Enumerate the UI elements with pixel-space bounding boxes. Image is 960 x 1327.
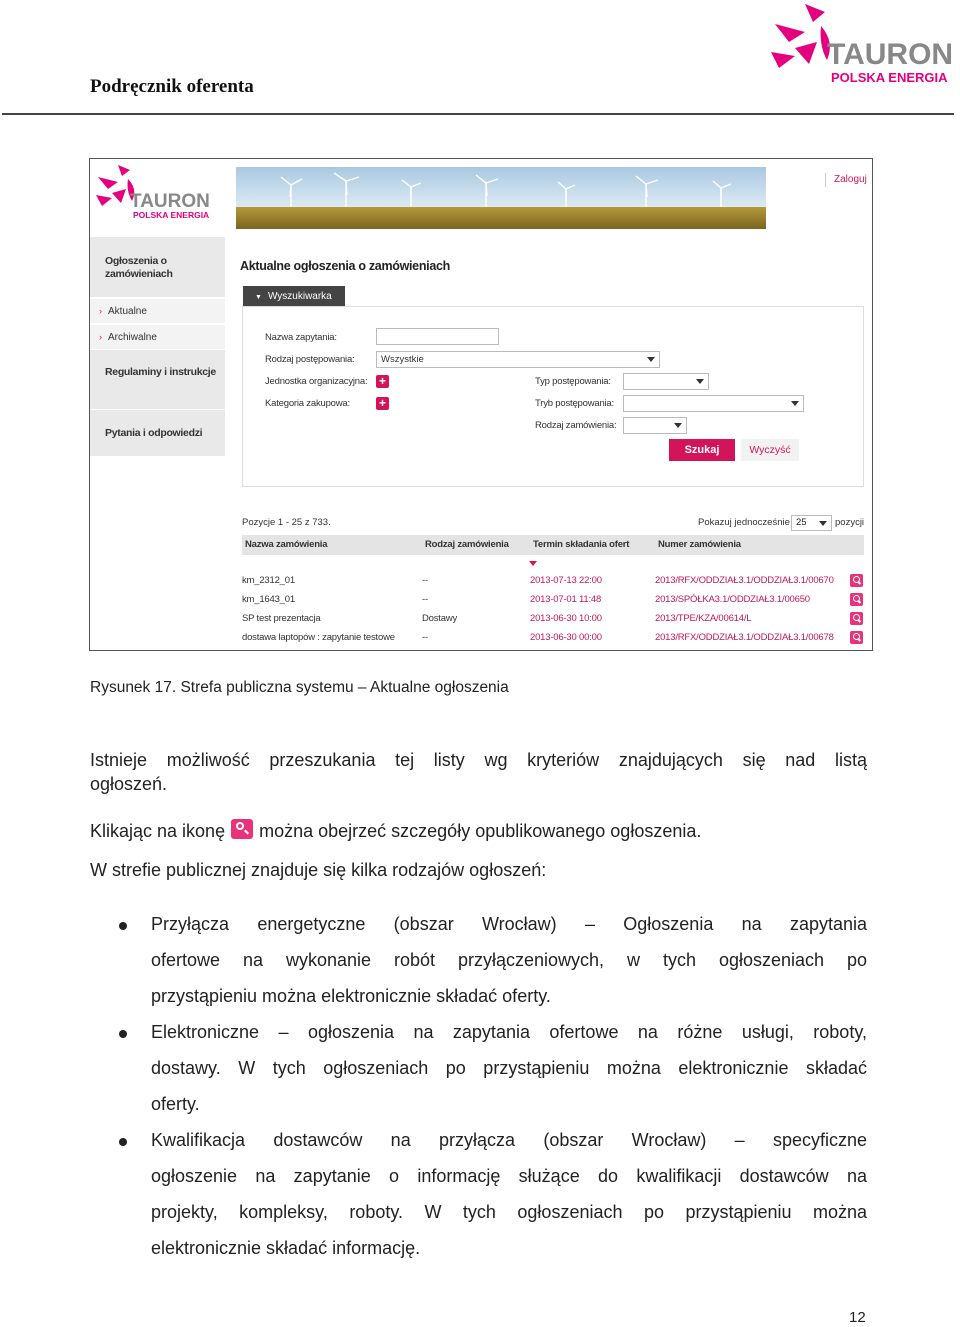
row-number: 2013/RFX/ODDZIAŁ3.1/ODDZIAŁ3.1/00678 <box>655 632 834 643</box>
bullet-line: elektronicznie składać informację. <box>151 1238 421 1258</box>
sort-indicator-icon <box>529 561 537 566</box>
proc-select-value: Wszystkie <box>381 354 424 365</box>
column-header[interactable]: Termin składania ofert <box>533 539 630 550</box>
column-header[interactable]: Nazwa zamówienia <box>245 539 328 550</box>
row-name: km_1643_01 <box>242 594 295 605</box>
bullet-icon <box>119 1030 127 1038</box>
bullet-line: projekty, kompleksy, roboty. W tych ogłoszeniach po przystąpieniu można <box>151 1202 867 1222</box>
bullet-line: przystąpieniu można elektronicznie składać oferty. <box>151 986 551 1006</box>
paragraph-line: ogłoszeń. <box>90 774 168 794</box>
positions-count: Pozycje 1 - 25 z 733. <box>242 517 331 528</box>
search-icon <box>231 819 253 839</box>
chevron-down-icon <box>819 521 827 526</box>
bullet-line: ofertowe na wykonanie robót przyłączeniowych, w tych ogłoszeniach po <box>151 950 867 970</box>
login-link[interactable]: Zaloguj <box>825 173 865 187</box>
sidebar-section-announcements[interactable]: Ogłoszenia o zamówieniach <box>90 237 225 297</box>
chevron-right-icon: › <box>99 306 102 316</box>
type-label: Typ postępowania: <box>535 376 611 387</box>
bullet-line: Przyłącza energetyczne (obszar Wrocław) – Ogłoszenia na zapytania <box>151 914 867 934</box>
row-deadline: 2013-06-30 10:00 <box>530 613 602 624</box>
category-label: Kategoria zakupowa: <box>265 398 350 409</box>
chevron-down-icon <box>791 401 799 406</box>
portal-screenshot <box>89 158 873 651</box>
sidebar-item-label: Archiwalne <box>108 332 157 343</box>
svg-text:TAURON: TAURON <box>130 191 210 212</box>
portal-logo <box>94 163 212 223</box>
svg-text:POLSKA ENERGIA: POLSKA ENERGIA <box>133 210 210 220</box>
search-tab[interactable] <box>243 286 345 307</box>
mode-select[interactable] <box>623 395 804 412</box>
search-icon[interactable] <box>850 612 863 625</box>
row-deadline: 2013-07-01 11:48 <box>530 594 602 605</box>
bullet-icon <box>119 922 127 930</box>
row-name: km_2312_01 <box>242 575 295 586</box>
sidebar-section-faq[interactable]: Pytania i odpowiedzi <box>90 410 225 456</box>
page-size-value: 25 <box>796 517 807 528</box>
page-size-select[interactable] <box>791 515 832 531</box>
row-kind: -- <box>422 632 428 643</box>
row-name: dostawa laptopów : zapytanie testowe <box>242 632 395 643</box>
proc-select[interactable] <box>376 351 660 368</box>
search-icon[interactable] <box>850 631 863 644</box>
row-deadline: 2013-07-13 22:00 <box>530 575 602 586</box>
row-name: SP test prezentacja <box>242 613 321 624</box>
wind-turbine-banner <box>236 167 766 229</box>
sidebar-item-current[interactable] <box>90 298 225 323</box>
search-tab-label: Wyszukiwarka <box>267 291 332 302</box>
hint-text-before: Klikając na ikonę <box>90 821 226 841</box>
chevron-down-icon <box>674 423 682 428</box>
bullet-line: oferty. <box>151 1094 200 1114</box>
type-select[interactable] <box>623 373 709 390</box>
tauron-logo <box>765 2 955 86</box>
kind-select[interactable] <box>623 417 687 434</box>
paragraph-icon-hint <box>90 819 806 842</box>
figure-caption: Rysunek 17. Strefa publiczna systemu – Aktualne ogłoszenia <box>90 679 509 696</box>
document-title: Podręcznik oferenta <box>90 76 254 97</box>
sidebar-item-label: Aktualne <box>108 306 147 317</box>
mode-label: Tryb postępowania: <box>535 398 614 409</box>
page-number: 12 <box>849 1309 866 1326</box>
sidebar-section-regulations[interactable]: Regulaminy i instrukcje <box>90 350 225 409</box>
sidebar-item-archive[interactable] <box>90 324 225 349</box>
row-deadline: 2013-06-30 00:00 <box>530 632 602 643</box>
bullet-line: ogłoszenie na zapytanie o informację służące do kwalifikacji dostawców na <box>151 1166 867 1186</box>
row-kind: Dostawy <box>422 613 458 624</box>
search-button[interactable]: Szukaj <box>669 439 735 461</box>
unit-label: Jednostka organizacyjna: <box>265 376 368 387</box>
main-title: Aktualne ogłoszenia o zamówieniach <box>240 259 450 273</box>
row-kind: -- <box>422 575 428 586</box>
chevron-down-icon <box>696 379 704 384</box>
name-label: Nazwa zapytania: <box>265 332 337 343</box>
proc-label: Rodzaj postępowania: <box>265 354 355 365</box>
chevron-right-icon: › <box>99 332 102 342</box>
bullet-icon <box>119 1138 127 1146</box>
svg-text:TAURON: TAURON <box>827 38 954 71</box>
chevron-down-icon <box>647 357 655 362</box>
add-unit-button[interactable]: + <box>376 375 389 388</box>
page-size-suffix: pozycji <box>835 517 865 528</box>
column-header[interactable]: Numer zamówienia <box>658 539 741 550</box>
row-number: 2013/SPÓŁKA3.1/ODDZIAŁ3.1/00650 <box>655 594 810 605</box>
kind-label: Rodzaj zamówienia: <box>535 420 617 431</box>
triangle-down-icon: ▼ <box>255 294 262 301</box>
search-icon[interactable] <box>850 593 863 606</box>
search-icon[interactable] <box>850 574 863 587</box>
clear-button[interactable]: Wyczyść <box>741 439 799 461</box>
name-input[interactable] <box>376 328 499 345</box>
row-number: 2013/TPE/KZA/00614/L <box>655 613 752 624</box>
header-divider <box>2 113 954 115</box>
hint-text-after: można obejrzeć szczegóły opublikowanego ogłoszenia. <box>259 821 702 841</box>
row-number: 2013/RFX/ODDZIAŁ3.1/ODDZIAŁ3.1/00670 <box>655 575 834 586</box>
paragraph-line: W strefie publicznej znajduje się kilka rodzajów ogłoszeń: <box>90 860 547 880</box>
bullet-line: Elektroniczne – ogłoszenia na zapytania ofertowe na różne usługi, roboty, <box>151 1022 867 1042</box>
row-kind: -- <box>422 594 428 605</box>
page-size-label: Pokazuj jednocześnie <box>698 517 790 528</box>
bullet-line: dostawy. W tych ogłoszeniach po przystąpieniu można elektronicznie składać <box>151 1058 867 1078</box>
column-header[interactable]: Rodzaj zamówienia <box>425 539 509 550</box>
table-header <box>242 535 864 555</box>
bullet-line: Kwalifikacja dostawców na przyłącza (obszar Wrocław) – specyficzne <box>151 1130 867 1150</box>
svg-text:POLSKA ENERGIA: POLSKA ENERGIA <box>831 70 948 85</box>
add-category-button[interactable]: + <box>376 397 389 410</box>
paragraph-line: Istnieje możliwość przeszukania tej listy wg kryteriów znajdujących się nad listą <box>90 750 867 770</box>
